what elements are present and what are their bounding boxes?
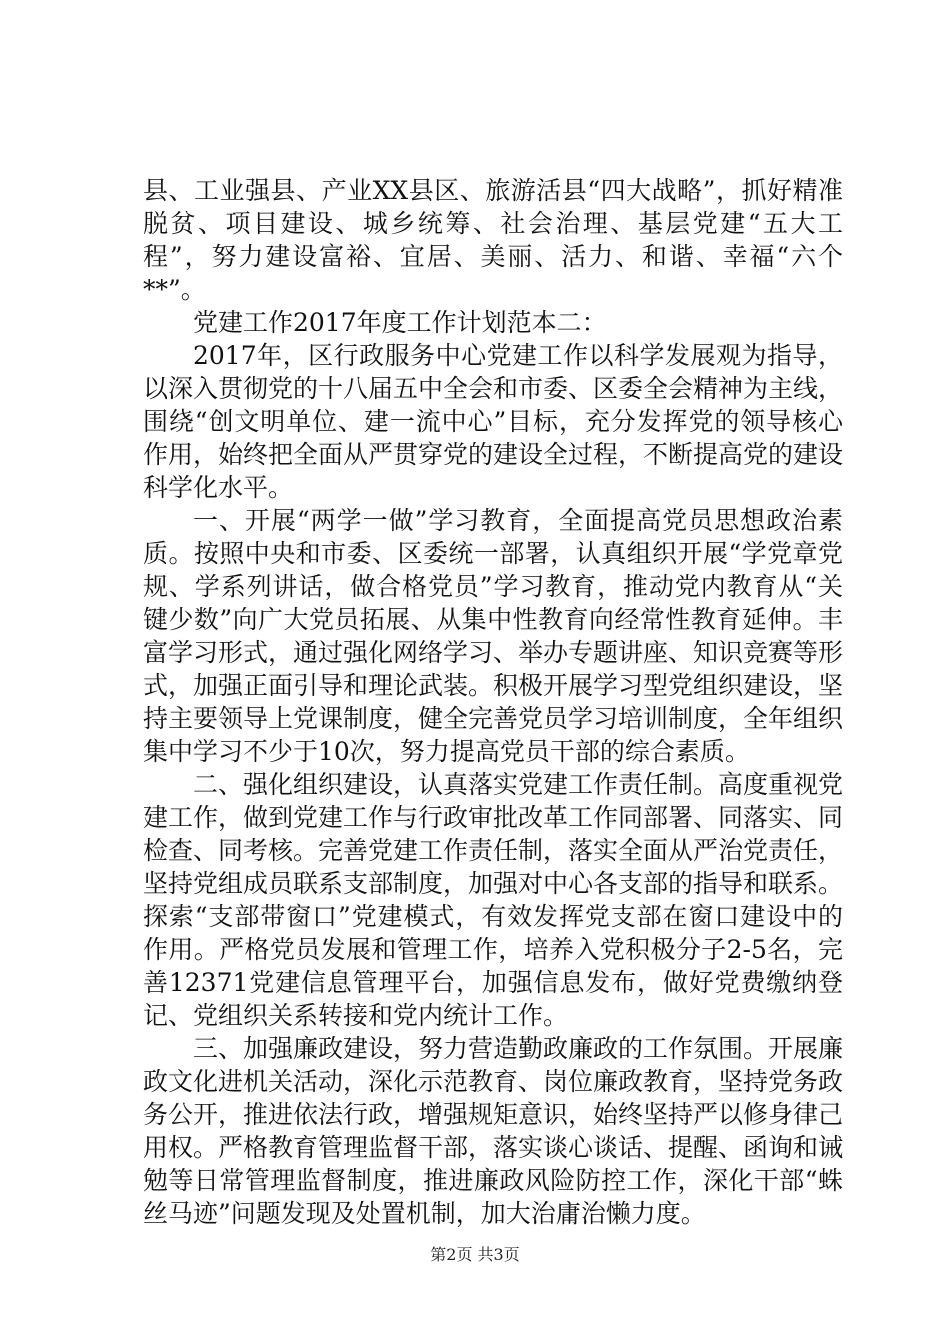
section-heading-plan-two: 党建工作2017年度工作计划范本二： [193,308,607,337]
document-body [143,174,843,1230]
paragraph-item-one: 一、开展“两学一做”学习教育，全面提高党员思想政治素质。按照中央和市委、区委统一部署，认真组织开展“学党章党规、学系列讲话，做合格党员”学习教育，推动党内教育从“关键少数”向广大党员拓展、从集中性教育向经常性教育延伸。丰富学习形式，通过强化网络学习、举办专题讲座、知识竞赛等形式，加强正面引导和理论武装。积极开展学习型党组织建设，坚持主要领导上党课制度，健全完善党员学习培训制度，全年组织集中学习不少于10次，努力提高党员干部的综合素质。 [143,506,844,766]
paragraph-item-three: 三、加强廉政建设，努力营造勤政廉政的工作氛围。开展廉政文化进机关活动，深化示范教育、岗位廉政教育，坚持党务政务公开，推进依法行政，增强规矩意识，始终坚持严以修身律己用权。严格教育管理监督干部，落实谈心谈话、提醒、函询和诫勉等日常管理监督制度，推进廉政风险防控工作，深化干部“蛛丝马迹”问题发现及处置机制，加大治庸治懒力度。 [143,1034,844,1228]
paragraph-intro: 2017年，区行政服务中心党建工作以科学发展观为指导，以深入贯彻党的十八届五中全会和市委、区委全会精神为主线，围绕“创文明单位、建一流中心”目标，充分发挥党的领导核心作用，始终把全面从严贯穿党的建设全过程，不断提高党的建设科学化水平。 [143,341,844,502]
page-number-footer: 第2页 共3页 [430,1245,520,1264]
paragraph-item-two: 二、强化组织建设，认真落实党建工作责任制。高度重视党建工作，做到党建工作与行政审批改革工作同部署、同落实、同检查、同考核。完善党建工作责任制，落实全面从严治党责任，坚持党组成员联系支部制度，加强对中心各支部的指导和联系。探索“支部带窗口”党建模式，有效发挥党支部在窗口建设中的作用。严格党员发展和管理工作，培养入党积极分子2-5名，完善12371党建信息管理平台，加强信息发布，做好党费缴纳登记、党组织关系转接和党内统计工作。 [143,770,844,1030]
paragraph-continuation: 县、工业强县、产业XX县区、旅游活县“四大战略”，抓好精准脱贫、项目建设、城乡统筹、社会治理、基层党建“五大工程”，努力建设富裕、宜居、美丽、活力、和谐、幸福“六个**”。 [143,176,843,304]
